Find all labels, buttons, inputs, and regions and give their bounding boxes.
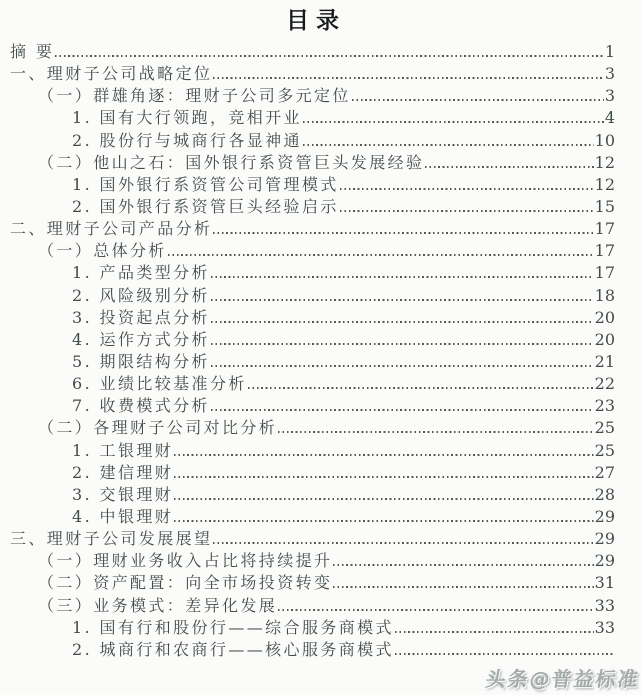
toc-leader-dots xyxy=(333,564,593,566)
toc-entry-label: 4. 中银理财 xyxy=(72,506,174,526)
toc-entry-label: （三）业务模式：差异化发展 xyxy=(38,595,278,615)
toc-entry[interactable] xyxy=(10,105,615,127)
toc-entry[interactable] xyxy=(10,570,615,592)
toc-entry[interactable] xyxy=(10,460,615,482)
toc-entry[interactable] xyxy=(10,260,615,282)
toc-entry-page: 25 xyxy=(594,418,615,438)
toc-entry-label: （一）总体分析 xyxy=(38,241,167,261)
toc-leader-dots xyxy=(211,299,594,301)
toc-entry-page: 1 xyxy=(604,42,615,61)
toc-entry-page: 31 xyxy=(594,573,615,593)
toc-entry-label: 二、理财子公司产品分析 xyxy=(10,219,213,239)
toc-leader-dots xyxy=(211,343,594,345)
toc-entry-label: 1. 国有行和股份行——综合服务商模式 xyxy=(72,617,394,637)
toc-entry-label: （一）群雄角逐：理财子公司多元定位 xyxy=(38,86,351,106)
toc-entry[interactable] xyxy=(10,393,615,415)
toc-entry-label: 3. 交银理财 xyxy=(72,484,174,504)
toc-entry-page: 17 xyxy=(594,263,615,283)
toc-entry-label: 1. 工银理财 xyxy=(72,440,174,460)
toc-entry-label: 2. 城商行和农商行——核心服务商模式 xyxy=(72,639,394,659)
toc-entry-label: 摘 要 xyxy=(10,42,55,61)
toc-entry-label: 1. 国外银行系资管公司管理模式 xyxy=(72,174,339,194)
toc-entry[interactable] xyxy=(10,548,615,570)
toc-entry[interactable] xyxy=(10,327,615,349)
toc-entry-label: 6. 业绩比较基准分析 xyxy=(72,374,247,394)
toc-entry[interactable] xyxy=(10,526,615,548)
toc-leader-dots xyxy=(55,55,604,57)
toc-entry-page: 17 xyxy=(594,219,615,239)
toc-entry-label: 1. 产品类型分析 xyxy=(72,263,210,283)
toc-entry-page: 20 xyxy=(594,307,615,327)
toc-entry-label: 7. 收费模式分析 xyxy=(72,396,210,416)
toc-entry[interactable] xyxy=(10,482,615,504)
toc-entry-page: 3 xyxy=(604,64,615,84)
toc-entry-label: 4. 运作方式分析 xyxy=(72,329,210,349)
toc-entry[interactable] xyxy=(10,283,615,305)
toc-leader-dots xyxy=(278,431,593,433)
toc-entry[interactable] xyxy=(10,371,615,393)
toc-entry[interactable] xyxy=(10,438,615,460)
toc-leader-dots xyxy=(340,188,594,190)
toc-entry[interactable] xyxy=(10,305,615,327)
toc-entry-page: 21 xyxy=(594,351,615,371)
toc-entry[interactable] xyxy=(10,61,615,83)
toc-entry-label: 3. 投资起点分析 xyxy=(72,307,210,327)
toc-entry-label: 2. 股份行与城商行各显神通 xyxy=(72,130,302,150)
toc-entry-page: 29 xyxy=(594,506,615,526)
toc-leader-dots xyxy=(211,365,594,367)
toc-entry[interactable] xyxy=(10,415,615,437)
toc-entry-label: （二）他山之石：国外银行系资管巨头发展经验 xyxy=(38,152,425,172)
toc-entry-page: 20 xyxy=(594,329,615,349)
toc-entry[interactable] xyxy=(10,637,615,659)
toc-entry-page: 10 xyxy=(594,130,615,150)
toc-leader-dots xyxy=(425,166,593,168)
toc-entry-page: 15 xyxy=(594,196,615,216)
toc-entry-page: 28 xyxy=(594,484,615,504)
toc-entry-page: 27 xyxy=(594,462,615,482)
toc-entry-page: 29 xyxy=(594,551,615,571)
toc-leader-dots xyxy=(248,387,594,389)
toc-entry-page: 33 xyxy=(594,617,615,637)
toc-entry-label: 三、理财子公司发展展望 xyxy=(10,529,213,549)
toc-entry-label: （一）理财业务收入占比将持续提升 xyxy=(38,551,333,571)
toc-entry-label: 1. 国有大行领跑，竞相开业 xyxy=(72,108,302,128)
toc-leader-dots xyxy=(395,653,614,655)
toc-entry[interactable] xyxy=(10,349,615,371)
toc-entry[interactable] xyxy=(10,593,615,615)
toc-entry-page: 12 xyxy=(594,152,615,172)
toc-entry[interactable] xyxy=(10,83,615,105)
toc-entry-label: （二）各理财子公司对比分析 xyxy=(38,418,278,438)
toc-entry-label: 5. 期限结构分析 xyxy=(72,351,210,371)
toc-leader-dots xyxy=(174,454,593,456)
toc-entry-label: 2. 国外银行系资管巨头经验启示 xyxy=(72,196,339,216)
toc-entry-page: 18 xyxy=(594,285,615,305)
toc-entry-page: 33 xyxy=(594,595,615,615)
toc-entry-page: 12 xyxy=(594,174,615,194)
toc-leader-dots xyxy=(303,121,604,123)
watermark: 头条@普益标准 xyxy=(484,667,641,691)
toc-entry[interactable] xyxy=(10,238,615,260)
toc-entry[interactable] xyxy=(10,615,615,637)
toc-entry-page: 25 xyxy=(594,440,615,460)
toc-entry-page: 23 xyxy=(594,396,615,416)
toc-leader-dots xyxy=(340,210,594,212)
toc-entry-label: （二）资产配置：向全市场投资转变 xyxy=(38,573,333,593)
page-title: 目录 xyxy=(286,7,346,34)
toc-leader-dots xyxy=(211,409,594,411)
toc-entry-page: 4 xyxy=(604,108,615,128)
toc-entry-label: 2. 风险级别分析 xyxy=(72,285,210,305)
toc-list xyxy=(10,39,615,659)
toc-leader-dots xyxy=(395,631,594,633)
toc-entry-page: 17 xyxy=(594,241,615,261)
toc-entry-page: 3 xyxy=(604,86,615,106)
toc-leader-dots xyxy=(174,498,593,500)
toc-leader-dots xyxy=(278,609,593,611)
toc-leader-dots xyxy=(174,520,593,522)
toc-leader-dots xyxy=(213,232,593,234)
toc-leader-dots xyxy=(168,254,594,256)
toc-entry[interactable] xyxy=(10,194,615,216)
toc-entry[interactable] xyxy=(10,172,615,194)
toc-entry[interactable] xyxy=(10,504,615,526)
toc-entry-page: 29 xyxy=(594,529,615,549)
toc-leader-dots xyxy=(211,321,594,323)
toc-leader-dots xyxy=(333,586,593,588)
toc-leader-dots xyxy=(213,542,593,544)
toc-entry-label: 2. 建信理财 xyxy=(72,462,174,482)
toc-entry-label: 一、理财子公司战略定位 xyxy=(10,64,213,84)
toc-entry[interactable] xyxy=(10,39,615,61)
toc-leader-dots xyxy=(303,144,594,146)
toc-leader-dots xyxy=(211,276,594,278)
toc-leader-dots xyxy=(352,99,604,101)
toc-entry-page: 22 xyxy=(594,374,615,394)
toc-entry[interactable] xyxy=(10,128,615,150)
toc-entry[interactable] xyxy=(10,150,615,172)
toc-leader-dots xyxy=(213,77,603,79)
toc-leader-dots xyxy=(174,476,593,478)
toc-entry[interactable] xyxy=(10,216,615,238)
